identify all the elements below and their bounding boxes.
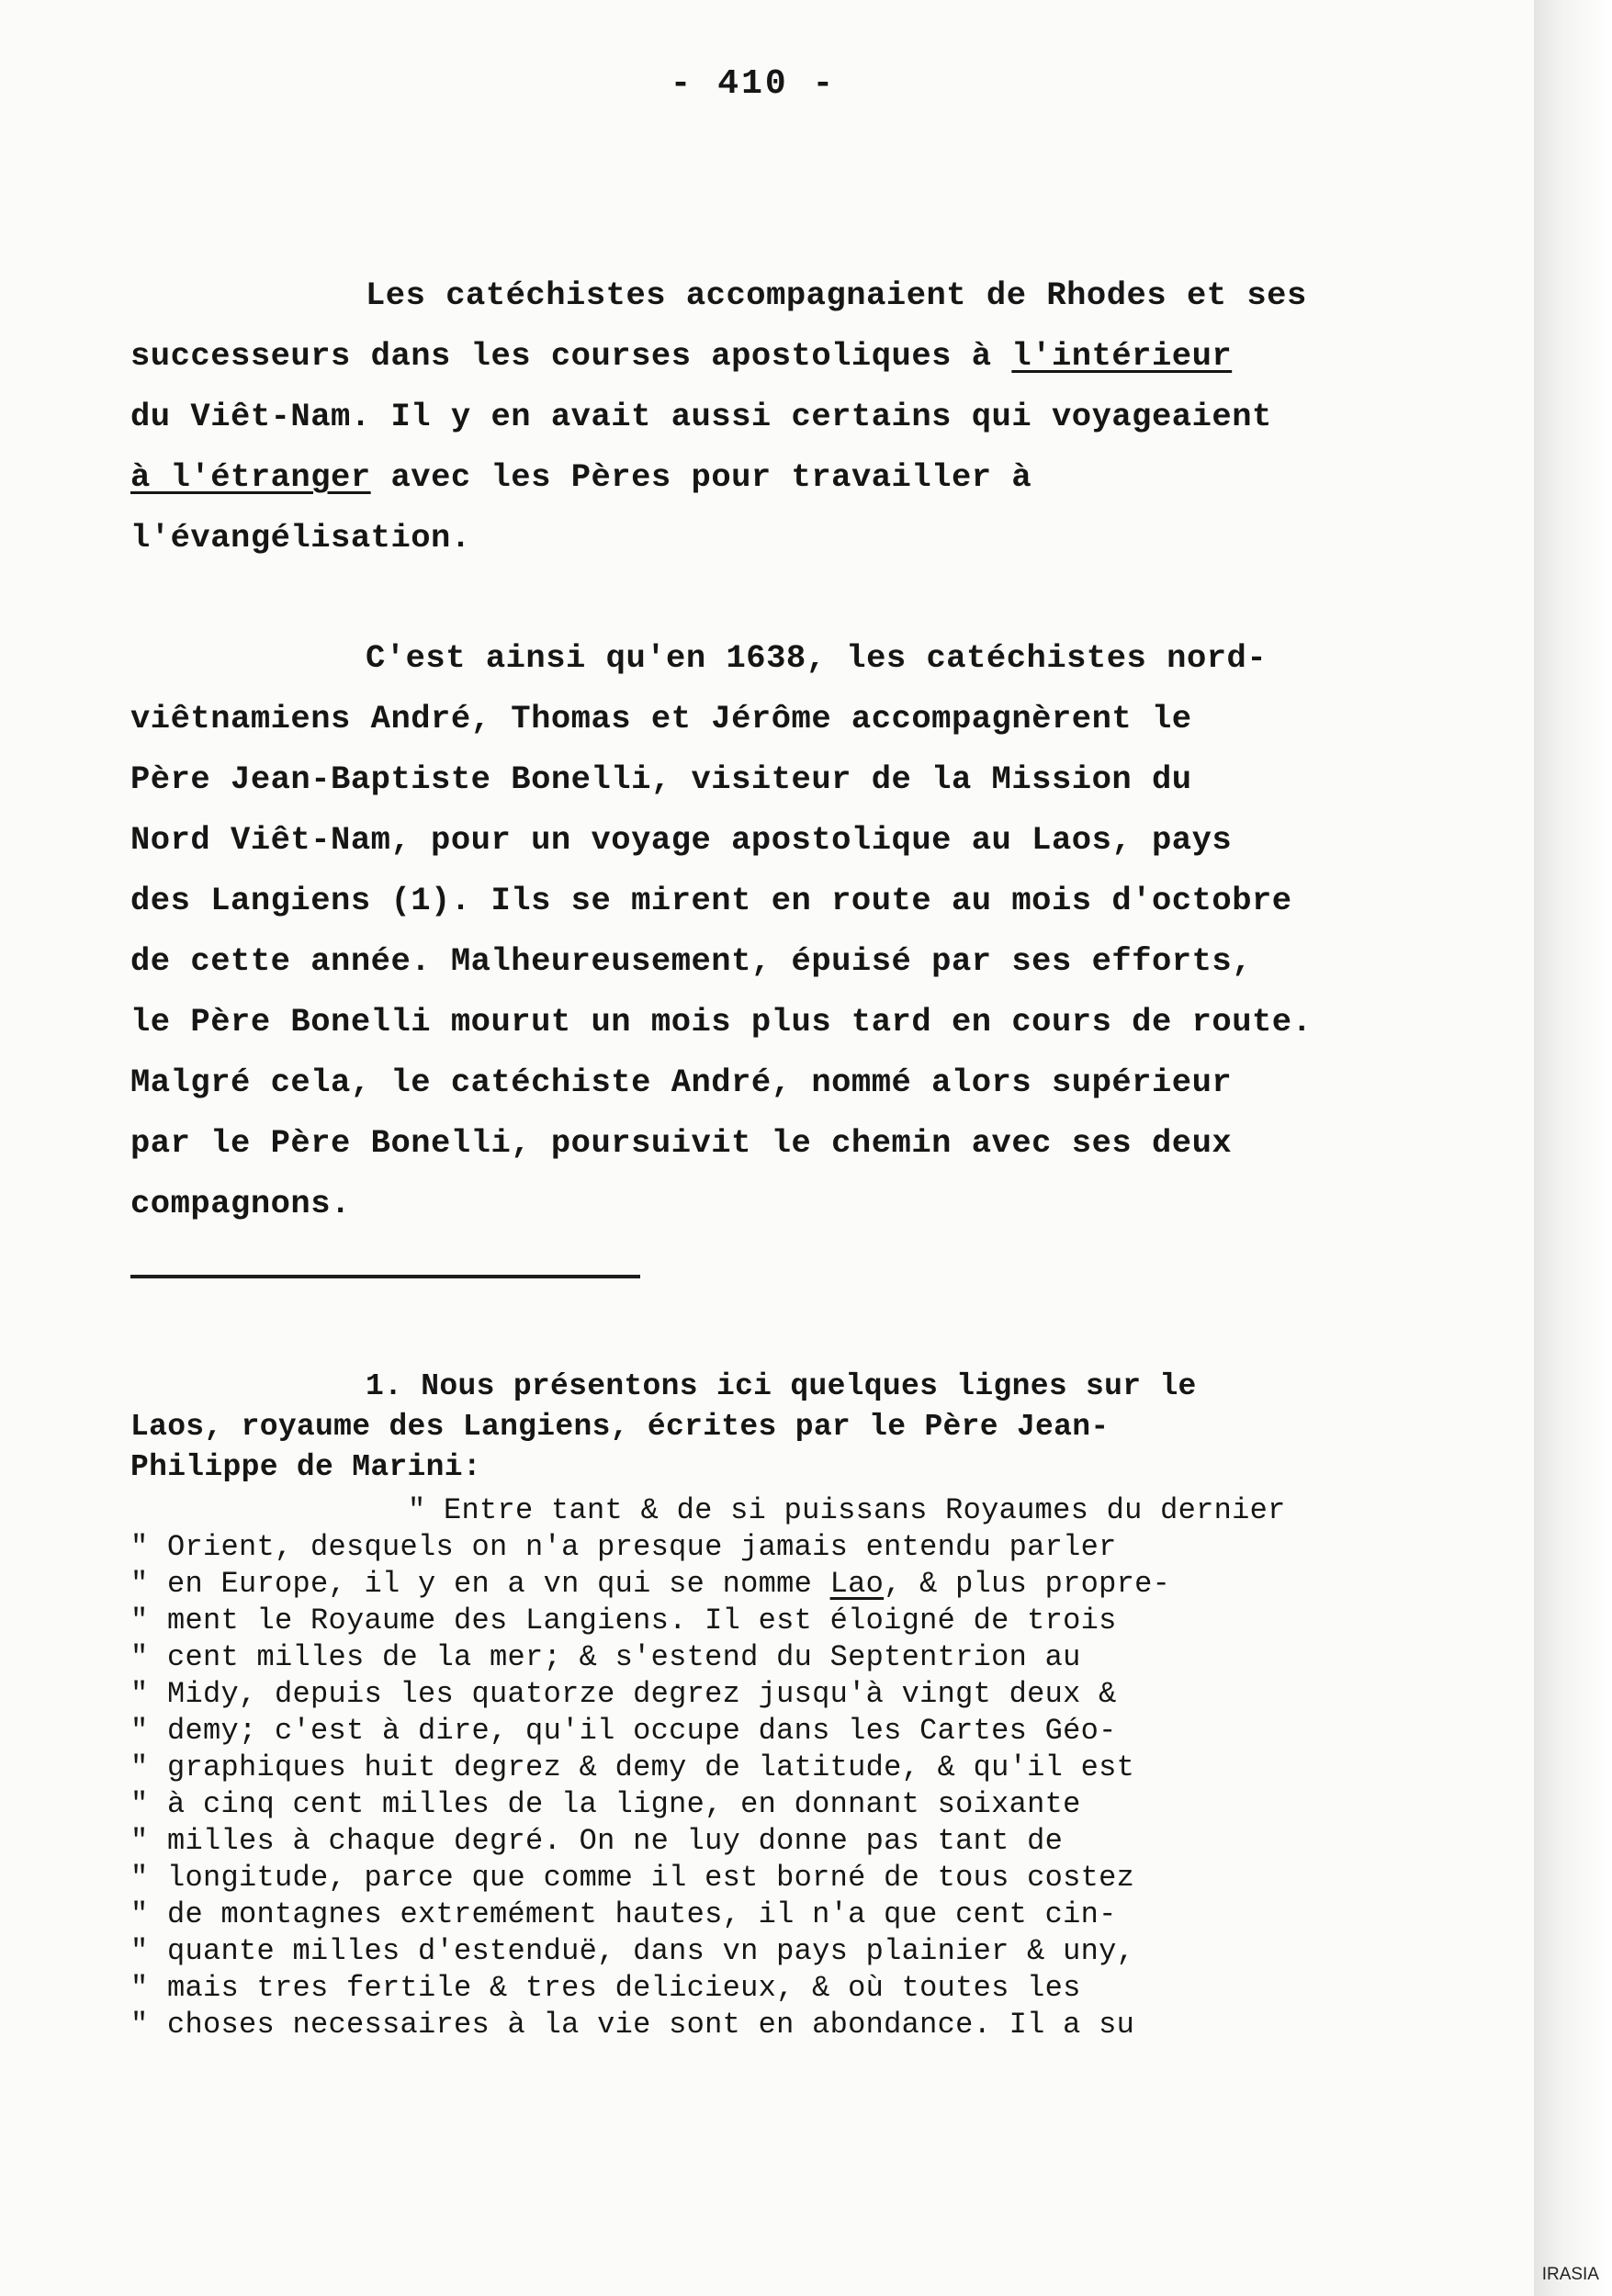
text-run: en Europe, il y en a vn qui se nomme (167, 1567, 830, 1601)
quote-line (130, 1566, 1170, 1603)
paragraph-1-line: Les catéchistes accompagnaient de Rhodes et ses (366, 276, 1307, 314)
quote-line (130, 1933, 1134, 1970)
text-run: avec les Pères pour travailler à (370, 458, 1032, 496)
paragraph-2-line: Malgré cela, le catéchiste André, nommé alors supérieur (130, 1064, 1233, 1101)
quote-line (408, 1492, 1286, 1529)
paragraph-1-line: l'évangélisation. (130, 519, 471, 557)
paragraph-1-line (130, 457, 1031, 498)
quote-mark: " (130, 1971, 149, 2005)
page-number: - 410 - (670, 64, 837, 104)
quote-line (130, 1860, 1134, 1896)
text-run: quante milles d'estenduë, dans vn pays plainier & uny, (167, 1934, 1135, 1968)
quote-mark: " (130, 1897, 149, 1931)
page-edge (1534, 0, 1612, 2296)
quote-mark: " (130, 1567, 149, 1601)
quote-mark: " (130, 1604, 149, 1638)
quote-mark: " (130, 1750, 149, 1784)
paragraph-2-line: par le Père Bonelli, poursuivit le chemin avec ses deux (130, 1124, 1233, 1162)
quote-line (130, 1786, 1081, 1823)
footnote-line: Philippe de Marini: (130, 1450, 481, 1484)
text-run: demy; c'est à dire, qu'il occupe dans les Cartes Géo- (167, 1714, 1117, 1748)
quote-mark: " (130, 1787, 149, 1821)
text-run: Midy, depuis les quatorze degrez jusqu'à vingt deux & (167, 1677, 1117, 1711)
quote-line (130, 1896, 1117, 1933)
quote-line (130, 1750, 1134, 1786)
quote-mark: " (130, 2008, 149, 2042)
underlined-term: Lao (829, 1567, 885, 1601)
paragraph-2-line: compagnons. (130, 1185, 351, 1222)
quote-line (130, 1713, 1117, 1750)
text-run: successeurs dans les courses apostoliques à (130, 337, 1012, 375)
paragraph-2-line: le Père Bonelli mourut un mois plus tard en cours de route. (130, 1003, 1313, 1041)
footnote-separator (130, 1275, 640, 1278)
quote-line (130, 1603, 1117, 1639)
quote-mark: " (130, 1934, 149, 1968)
text-run: à cinq cent milles de la ligne, en donnant soixante (167, 1787, 1081, 1821)
text-run: milles à chaque degré. On ne luy donne pas tant de (167, 1824, 1064, 1858)
paragraph-2-line: Nord Viêt-Nam, pour un voyage apostolique au Laos, pays (130, 821, 1233, 859)
footnote-line: Laos, royaume des Langiens, écrites par le Père Jean- (130, 1410, 1110, 1444)
text-run: Orient, desquels on n'a presque jamais entendu parler (167, 1530, 1117, 1564)
text-run: choses necessaires à la vie sont en abondance. Il a su (167, 2008, 1135, 2042)
archive-watermark: IRASIA (1541, 2265, 1599, 2284)
text-run: , & plus propre- (884, 1567, 1171, 1601)
paragraph-2-line: de cette année. Malheureusement, épuisé par ses efforts, (130, 942, 1252, 980)
paragraph-1-line (130, 336, 1232, 377)
quote-mark: " (130, 1714, 149, 1748)
paragraph-2-line: viêtnamiens André, Thomas et Jérôme accompagnèrent le (130, 700, 1192, 737)
quote-line (130, 1676, 1117, 1713)
quote-line (130, 1639, 1081, 1676)
paragraph-2-line: Père Jean-Baptiste Bonelli, visiteur de la Mission du (130, 760, 1192, 798)
quote-mark: " (408, 1493, 426, 1527)
quote-mark: " (130, 1677, 149, 1711)
text-run: cent milles de la mer; & s'estend du Septentrion au (167, 1640, 1081, 1674)
footnote-line: 1. Nous présentons ici quelques lignes sur le (366, 1369, 1197, 1403)
text-run: mais tres fertile & tres delicieux, & où toutes les (167, 1971, 1081, 2005)
paragraph-2-line: C'est ainsi qu'en 1638, les catéchistes nord- (366, 639, 1268, 677)
quote-mark: " (130, 1640, 149, 1674)
underlined-term: l'intérieur (1011, 337, 1233, 375)
quote-line (130, 1970, 1081, 2007)
text-run: ment le Royaume des Langiens. Il est éloigné de trois (167, 1604, 1117, 1638)
quote-line (130, 1529, 1117, 1566)
quote-mark: " (130, 1861, 149, 1895)
quote-line (130, 2007, 1134, 2043)
text-run: graphiques huit degrez & demy de latitude, & qu'il est (167, 1750, 1135, 1784)
text-run: Entre tant & de si puissans Royaumes du dernier (444, 1493, 1286, 1527)
underlined-term: à l'étranger (130, 458, 371, 496)
quote-mark: " (130, 1824, 149, 1858)
text-run: de montagnes extremément hautes, il n'a que cent cin- (167, 1897, 1117, 1931)
quote-mark: " (130, 1530, 149, 1564)
quote-line (130, 1823, 1063, 1860)
text-run: longitude, parce que comme il est borné de tous costez (167, 1861, 1135, 1895)
paragraph-1-line: du Viêt-Nam. Il y en avait aussi certains qui voyageaient (130, 398, 1272, 435)
paragraph-2-line: des Langiens (1). Ils se mirent en route au mois d'octobre (130, 882, 1292, 919)
